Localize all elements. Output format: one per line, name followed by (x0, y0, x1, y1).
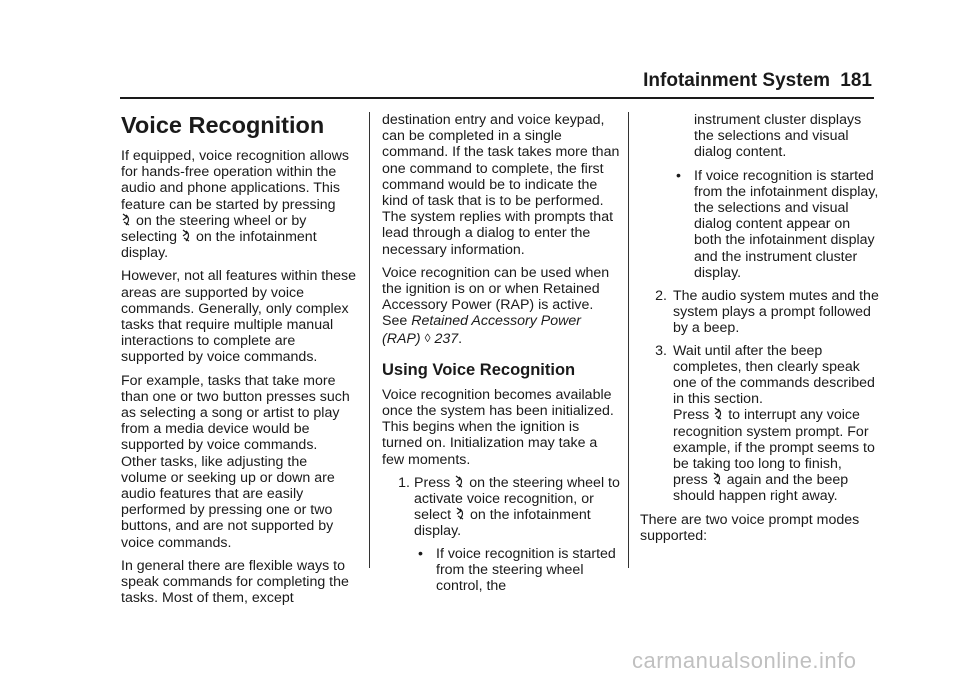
step-3 (640, 343, 880, 505)
header-rule (120, 97, 874, 99)
voice-button-icon (712, 472, 724, 486)
intro-text-a: If equipped, voice recognition allows for hands-free operation within the audio and phone applications. This feature can be started by pressing (121, 148, 349, 213)
step-3-number: 3. (655, 342, 667, 359)
paragraph-examples: For example, tasks that take more than one or two button presses such as selecting a song or artist to play from a media device would be supported by voice commands. Other tasks, like adjusting the volume or seeking up or down are audio features that are easily performed by pressing one or two buttons, and are not supported by voice commands. (121, 372, 350, 551)
paragraph-flexible-ways: In general there are flexible ways to speak commands for completing the tasks. Most of them, except (121, 557, 349, 607)
column-2 (382, 112, 620, 601)
step-1-text-a: Press (414, 474, 451, 491)
interrupt-text-b: to interrupt any voice recognition system prompt. For example, if the prompt seems to be taking too long to finish, press (673, 407, 875, 489)
watermark: carmanualsonline.info (632, 648, 857, 673)
rap-cross-reference[interactable]: Retained Accessory Power (RAP) (382, 313, 582, 347)
bullet-steering-wheel (414, 546, 620, 595)
paragraph-intro (121, 148, 356, 261)
paragraph-destination-entry: destination entry and voice keypad, can be completed in a single command. If the task takes more than one command to complete, the first command would be to indicate the kind of task that is to be performed. The system replies with prompts that lead through a dialog to enter the necessary information. (382, 112, 620, 258)
step-2 (640, 288, 880, 337)
intro-text-c: on the infotainment display. (121, 229, 317, 262)
voice-button-icon (455, 507, 467, 521)
step-2-number: 2. (655, 288, 667, 305)
section-title: Infotainment System (643, 70, 830, 91)
paragraph-ignition (382, 265, 620, 347)
column-3 (640, 112, 880, 551)
bullet-infotainment-display-text: If voice recognition is started from the infotainment display, the selections and visual dialog content appear on both the infotainment display and the instrument cluster display. (694, 167, 879, 281)
step-1-text-b: on the steering wheel to activate voice recognition, or select (414, 474, 620, 524)
paragraph-prompt-modes: There are two voice prompt modes supported: (640, 511, 860, 544)
intro-text-b: on the steering wheel or by selecting (121, 212, 307, 246)
bullet-mark: • (418, 545, 423, 562)
column-1 (121, 112, 356, 613)
column-divider-2 (628, 112, 629, 568)
heading-voice-recognition: Voice Recognition (121, 112, 325, 138)
step-3-text: Wait until after the beep completes, then clearly speak one of the commands described in this section. (673, 342, 875, 408)
bullet-mark: • (676, 167, 681, 184)
interrupt-text-c: again and the beep should happen right away. (673, 472, 849, 505)
voice-button-icon (454, 475, 466, 489)
step-3-interrupt (673, 407, 880, 504)
page-header (0, 70, 960, 100)
step-2-text: The audio system mutes and the system plays a prompt followed by a beep. (673, 288, 879, 337)
ignition-text: Voice recognition can be used when the ignition is on or when Retained Accessory Power (RAP) is active. See (382, 264, 610, 330)
heading-using-voice-recognition: Using Voice Recognition (382, 360, 576, 379)
bullet-continued-text: instrument cluster displays the selections and visual dialog content. (694, 112, 862, 161)
step-1 (382, 475, 620, 540)
voice-button-icon (181, 229, 193, 243)
interrupt-text-a: Press (673, 407, 710, 424)
rap-page-number[interactable]: 237 (434, 330, 459, 347)
paragraph-initialized: Voice recognition becomes available once the system has been initialized. This begins when the ignition is turned on. Initialization may take a few moments. (382, 386, 614, 468)
page-ref-icon: ◊ (424, 330, 431, 345)
paragraph-not-all-features: However, not all features within these areas are supported by voice commands. Generally, only complex tasks that require multiple manual interactions to complete are supported by voice commands. (121, 268, 357, 366)
voice-button-icon (121, 213, 133, 227)
voice-button-icon (713, 407, 725, 421)
step-1-text-c: on the infotainment display. (414, 507, 591, 540)
bullet-infotainment-display (672, 168, 880, 281)
page-number: 181 (840, 70, 872, 91)
step-1-number: 1. (398, 474, 410, 491)
bullet-steering-wheel-text: If voice recognition is started from the steering wheel control, the (436, 545, 616, 595)
column-divider-1 (369, 112, 370, 568)
period: . (458, 330, 463, 347)
